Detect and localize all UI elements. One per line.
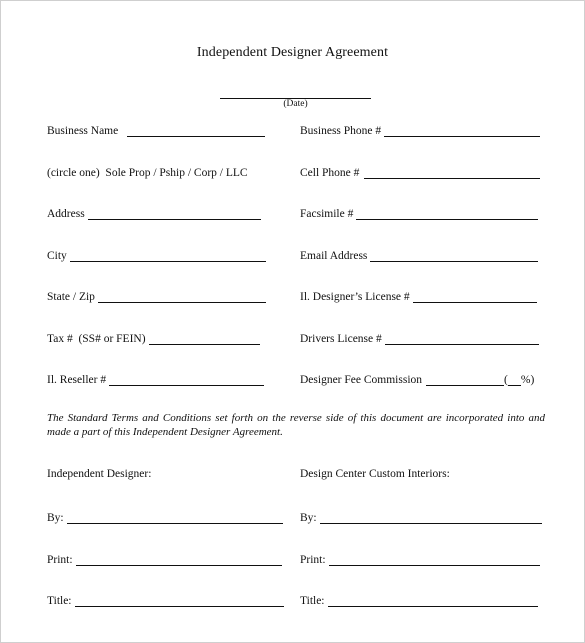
fee-percent-close: %) [520,374,535,386]
tax-id-row [47,329,260,345]
left-by-field[interactable] [67,511,283,524]
left-print-field[interactable] [76,553,282,566]
right-print-label: Print: [300,554,326,566]
state-zip-label: State / Zip [47,291,95,303]
date-label: (Date) [283,99,308,109]
state-zip-field[interactable] [98,290,266,303]
right-by-field[interactable] [320,511,542,524]
city-field[interactable] [70,249,266,262]
right-title-row [300,591,538,607]
cell-phone-label: Cell Phone # [300,167,360,179]
right-title-field[interactable] [328,594,538,607]
fee-commission-label: Designer Fee Commission [300,374,423,386]
left-title-row [47,591,284,607]
business-phone-label: Business Phone # [300,125,382,137]
right-by-row [300,508,542,524]
address-label: Address [47,208,85,220]
right-print-field[interactable] [329,553,540,566]
designer-license-field[interactable] [413,290,537,303]
cell-phone-row [300,163,540,179]
designer-license-row [300,287,537,303]
right-title-label: Title: [300,595,325,607]
right-print-row [300,550,540,566]
tax-id-field[interactable] [149,332,260,345]
independent-designer-heading: Independent Designer: [47,468,152,480]
facsimile-label: Facsimile # [300,208,354,220]
design-center-heading: Design Center Custom Interiors: [300,468,450,480]
drivers-license-field[interactable] [385,332,539,345]
facsimile-field[interactable] [356,207,538,220]
right-by-label: By: [300,512,317,524]
reseller-label: Il. Reseller # [47,374,107,386]
state-zip-row [47,287,266,303]
left-by-row [47,508,283,524]
city-label: City [47,250,67,262]
fee-commission-field[interactable] [426,373,504,386]
tax-id-label: Tax # (SS# or FEIN) [47,333,146,345]
reseller-row [47,370,264,386]
business-name-label: Business Name [47,125,119,137]
fee-percent-field[interactable] [508,373,521,386]
business-name-row [47,121,265,137]
business-name-field[interactable] [127,124,265,137]
drivers-license-label: Drivers License # [300,333,382,345]
entity-type-row [47,163,248,179]
facsimile-row [300,204,538,220]
business-phone-row [300,121,540,137]
left-by-label: By: [47,512,64,524]
reseller-field[interactable] [109,373,264,386]
left-title-field[interactable] [75,594,284,607]
left-title-label: Title: [47,595,72,607]
email-label: Email Address [300,250,368,262]
address-field[interactable] [88,207,261,220]
email-row [300,246,538,262]
terms-note: The Standard Terms and Conditions set forth on the reverse side of this document are incorporated into and made a part of this Independent Designer Agreement. [47,412,545,438]
city-row [47,246,266,262]
left-print-label: Print: [47,554,73,566]
designer-license-label: Il. Designer’s License # [300,291,410,303]
fee-commission-row [300,370,534,386]
left-print-row [47,550,282,566]
entity-type-label: (circle one) Sole Prop / Pship / Corp / LLC [47,167,248,179]
email-field[interactable] [370,249,538,262]
address-row [47,204,261,220]
business-phone-field[interactable] [384,124,540,137]
cell-phone-field[interactable] [364,166,540,179]
drivers-license-row [300,329,539,345]
document-title: Independent Designer Agreement [196,45,389,60]
fee-percent-open: ( [504,374,508,386]
